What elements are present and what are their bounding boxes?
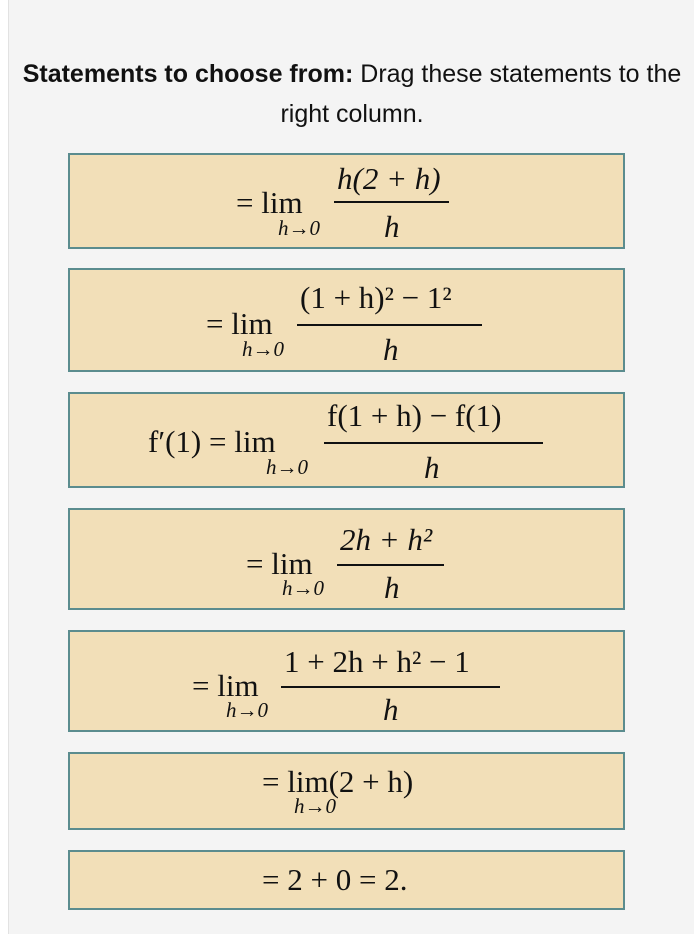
statement-6-expression: = lim(2 + h) (262, 764, 414, 799)
statement-5-limit-sub: h→0 (226, 698, 268, 722)
statement-4-limit-sub: h→0 (282, 576, 324, 600)
statement-5-lhs: = lim (192, 668, 259, 703)
instructions (9, 54, 694, 134)
statement-1-lhs: = lim (236, 185, 303, 220)
statement-2-limit-sub: h→0 (242, 337, 284, 361)
statement-4-numerator: 2h + h² (340, 522, 433, 557)
statement-2-lhs: = lim (206, 306, 273, 341)
statement-4-lhs: = lim (246, 546, 313, 581)
statement-1-denominator: h (384, 209, 400, 244)
statement-1-limit-sub: h→0 (278, 216, 320, 240)
statement-card-3[interactable] (68, 392, 625, 488)
statement-7-expression: = 2 + 0 = 2. (262, 862, 408, 897)
statement-5-fraction-bar (281, 686, 500, 688)
statement-card-7[interactable] (68, 850, 625, 910)
statement-3-denominator: h (424, 450, 440, 485)
statement-card-1[interactable] (68, 153, 625, 249)
statement-4-denominator: h (384, 570, 400, 605)
statement-card-6[interactable] (68, 752, 625, 830)
statement-1-fraction-bar (334, 201, 449, 203)
instructions-heading: Statements to choose from: (22, 60, 354, 88)
statement-card-2[interactable] (68, 268, 625, 372)
statement-card-5[interactable] (68, 630, 625, 732)
statement-5-numerator: 1 + 2h + h² − 1 (284, 644, 470, 679)
statement-1-numerator: h(2 + h) (337, 161, 441, 196)
statement-2-denominator: h (383, 332, 399, 367)
statements-panel (8, 0, 694, 934)
statement-3-numerator: f(1 + h) − f(1) (327, 398, 502, 433)
statement-2-numerator: (1 + h)² − 1² (300, 280, 452, 315)
statement-3-lhs: f′(1) = lim (148, 424, 276, 459)
statement-5-denominator: h (383, 692, 399, 727)
statement-2-fraction-bar (297, 324, 482, 326)
statement-3-fraction-bar (324, 442, 543, 444)
statement-card-4[interactable] (68, 508, 625, 610)
statement-4-fraction-bar (337, 564, 444, 566)
statement-6-limit-sub: h→0 (294, 794, 336, 818)
statement-3-limit-sub: h→0 (266, 455, 308, 479)
instructions-text: Drag these statements to the right column. (280, 60, 682, 128)
